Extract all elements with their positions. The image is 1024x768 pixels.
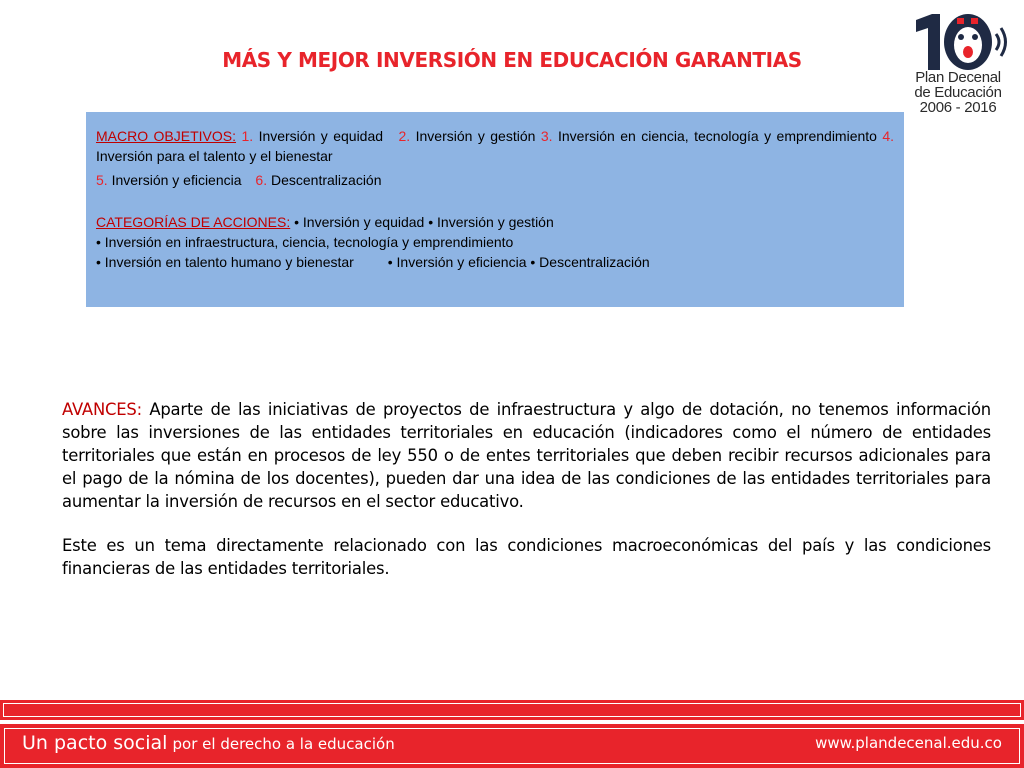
plan-decenal-logo [902,10,1014,122]
macro-objectives-paragraph [96,126,894,166]
category-6: • Descentralización [530,254,650,270]
category-5: • Inversión y eficiencia [387,254,527,270]
category-4: • Inversión en talento humano y bienestar [96,254,354,270]
logo-line-1: Plan Decenal [915,69,1001,86]
objective-number-2: 2. [398,128,411,144]
footer-divider [0,700,1024,720]
second-paragraph: Este es un tema directamente relacionado con las condiciones macroeconómicas del país y las condiciones financieras de las entidades territoriales. [62,536,991,578]
objective-number-4: 4. [882,128,895,144]
objective-5: Inversión y eficiencia [111,172,242,188]
objective-2: Inversión y gestión [415,128,536,144]
objective-number-5: 5. [96,172,108,188]
category-2: • Inversión y gestión [428,214,554,230]
objective-6: Descentralización [271,172,382,188]
slide-title: MÁS Y MEJOR INVERSIÓN EN EDUCACIÓN GARANTIAS [222,48,802,72]
slogan-main: Un pacto social [22,732,168,754]
logo-ten-icon [910,10,1010,78]
macro-objectives-label: MACRO OBJETIVOS: [96,128,236,144]
category-3: • Inversión en infraestructura, ciencia, tecnología y emprendimiento [96,234,514,250]
logo-caption [902,70,1014,115]
footer-slogan [22,732,395,754]
website-link[interactable]: www.plandecenal.edu.co [815,734,1002,752]
objectives-box [86,112,904,307]
objective-number-6: 6. [255,172,268,188]
objective-1: Inversión y equidad [258,128,384,144]
objective-number-3: 3. [540,128,553,144]
categories-label: CATEGORÍAS DE ACCIONES: [96,214,291,230]
objective-number-1: 1. [241,128,254,144]
avances-label: AVANCES: [62,400,142,419]
categories-line-1 [96,212,894,232]
categories-line-3 [96,252,894,272]
footer-bar [0,724,1024,768]
slogan-sub: por el derecho a la educación [172,735,395,753]
objective-3: Inversión en ciencia, tecnología y emprendimiento [557,128,877,144]
logo-line-3: 2006 - 2016 [919,99,997,116]
macro-objectives-line-2 [96,170,894,190]
avances-section [62,398,991,601]
objective-4: Inversión para el talento y el bienestar [96,148,333,164]
logo-line-2: de Educación [914,84,1002,101]
avances-paragraph [62,398,991,513]
category-1: • Inversión y equidad [294,214,425,230]
categories-line-2 [96,232,894,252]
avances-text: Aparte de las iniciativas de proyectos de infraestructura y algo de dotación, no tenemos información sobre las inversiones de las entidades territoriales en educación (indicadores como el número de entidades territoriales que están en procesos de ley 550 o de entes territoriales que deben recibir recursos adicionales para el pago de la nómina de los docentes), pueden dar una idea de las condiciones de las entidades territoriales para aumentar la inversión de recursos en el sector educativo. [62,400,991,511]
